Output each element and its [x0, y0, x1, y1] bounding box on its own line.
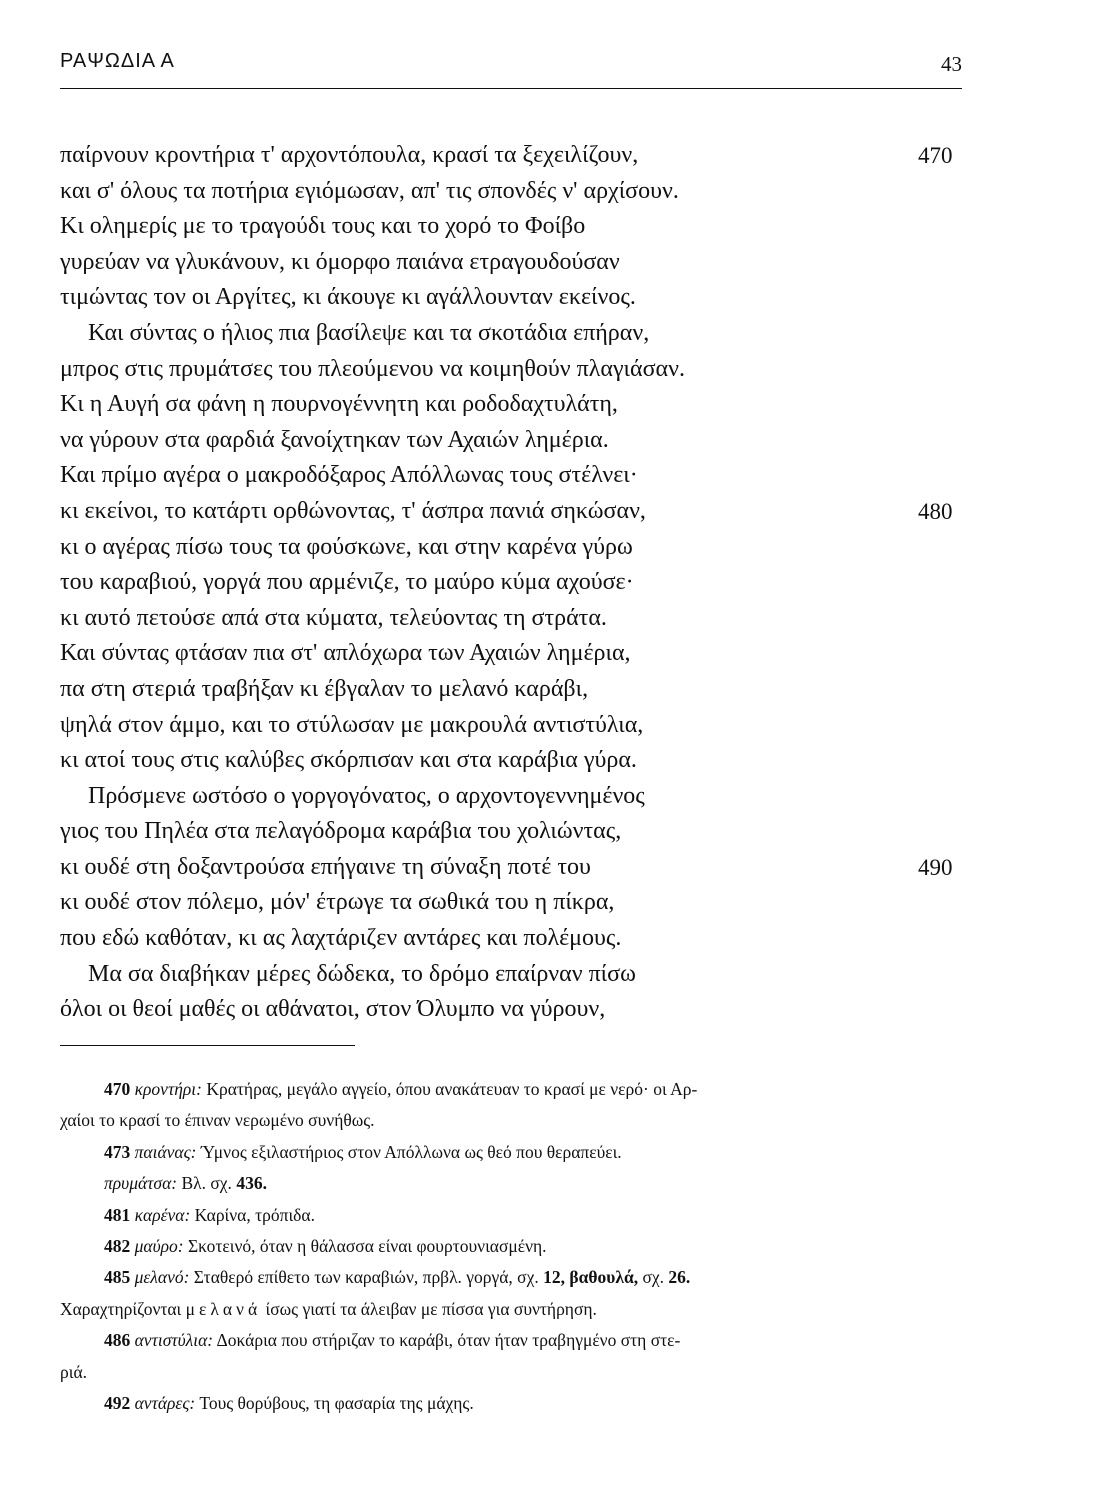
footnote-text: Δοκάρια που στήριζαν το καράβι, όταν ήταν τραβηγμένο στη στε-	[216, 1330, 681, 1351]
verse-line	[60, 850, 965, 886]
running-head: ΡΑΨΩΔΙΑ Α	[60, 50, 175, 72]
verse-line	[60, 174, 965, 210]
verse-line	[60, 138, 965, 174]
footnote-text: Ύμνος εξιλαστήριος στον Απόλλωνα ως θεό που θεραπεύει.	[200, 1141, 622, 1162]
footnote	[60, 1200, 910, 1231]
footnote-lemma: παιάνας:	[134, 1141, 197, 1162]
verse-text: να γύρουν στα φαρδιά ξανοίχτηκαν των Αχαιών λημέρια.	[60, 426, 609, 453]
footnote-reference: 436.	[236, 1173, 267, 1194]
footnote	[60, 1388, 910, 1419]
footnote-lemma: μαύρο:	[134, 1236, 184, 1257]
footnote-text: ίσως γιατί τα άλειβαν με πίσσα για συντήρηση.	[265, 1298, 597, 1319]
verse-line	[60, 957, 965, 993]
verse-text: γυρεύαν να γλυκάνουν, κι όμορφο παιάνα ετραγουδούσαν	[60, 248, 620, 275]
footnote	[60, 1262, 910, 1293]
verse-text: Και σύντας φτάσαν πια στ' απλόχωρα των Αχαιών λημέρια,	[60, 640, 631, 667]
verse-line	[60, 601, 965, 637]
verse-line	[60, 209, 965, 245]
footnote-number: 482	[104, 1236, 131, 1257]
footnote-text: Τους θορύβους, τη φασαρία της μάχης.	[199, 1393, 474, 1414]
footnote-continuation	[60, 1357, 910, 1388]
verse-text: κι αυτό πετούσε απά στα κύματα, τελεύοντας τη στράτα.	[60, 604, 607, 631]
verse-line	[60, 530, 965, 566]
footnote-text: Σταθερό επίθετο των καραβιών, πρβλ. γοργά, σχ.	[193, 1267, 539, 1288]
verse-text: κι ουδέ στον πόλεμο, μόν' έτρωγε τα σωθικά του η πίκρα,	[60, 889, 615, 916]
footnote-spaced-term: μελανά	[185, 1298, 262, 1319]
footnote-text: ριά.	[60, 1361, 87, 1382]
footnote-number: 473	[104, 1141, 131, 1162]
verse-text: Κι ολημερίς με το τραγούδι τους και το χορό το Φοίβο	[60, 213, 586, 240]
footnote	[60, 1325, 910, 1356]
verse-line	[60, 743, 965, 779]
verse-line	[60, 458, 965, 494]
footnote-lemma: μελανό:	[134, 1267, 190, 1288]
verse-line	[60, 245, 965, 281]
footnote-text: χαίοι το κρασί το έπιναν νερωμένο συνήθως.	[60, 1110, 375, 1131]
verse-text: που εδώ καθόταν, κι ας λαχτάριζεν αντάρες και πολέμους.	[60, 925, 622, 952]
verse-line	[60, 921, 965, 957]
verse-block	[60, 138, 965, 1028]
footnote-text: Κρατήρας, μεγάλο αγγείο, όπου ανακάτευαν το κρασί με νερό· οι Αρ-	[206, 1079, 698, 1099]
verse-text: μπρος στις πρυμάτσες του πλεούμενου να κοιμηθούν πλαγιάσαν.	[60, 355, 685, 382]
verse-text: κι εκείνοι, το κατάρτι ορθώνοντας, τ' άσπρα πανιά σηκώσαν,	[60, 497, 646, 524]
verse-text: ψηλά στον άμμο, και το στύλωσαν με μακρουλά αντιστύλια,	[60, 711, 644, 738]
footnote-text: σχ.	[642, 1267, 665, 1288]
verse-line	[60, 814, 965, 850]
verse-text: και σ' όλους τα ποτήρια εγιόμωσαν, απ' τις σπονδές ν' αρχίσουν.	[60, 177, 679, 204]
verse-text: γιος του Πηλέα στα πελαγόδρομα καράβια του χολιώντας,	[60, 818, 622, 845]
line-number: 480	[918, 498, 953, 524]
footnote-number: 486	[104, 1330, 131, 1351]
footnote-lemma: καρένα:	[134, 1204, 191, 1225]
footnote-number: 481	[104, 1204, 131, 1225]
verse-line	[60, 494, 965, 530]
verse-text: κι ουδέ στη δοξαντρούσα επήγαινε τη σύναξη ποτέ του	[60, 853, 591, 880]
footnote-reference: 12,	[543, 1267, 566, 1288]
verse-text: κι ο αγέρας πίσω τους τα φούσκωνε, και στην καρένα γύρω	[60, 533, 633, 560]
footnote-text: Σκοτεινό, όταν η θάλασσα είναι φουρτουνιασμένη.	[187, 1236, 547, 1257]
footnote-reference: 26.	[668, 1267, 691, 1288]
footnote-rule	[60, 1045, 355, 1046]
line-number: 470	[918, 143, 953, 168]
footnote-text: Χαραχτηρίζονται	[60, 1298, 182, 1319]
footnote	[60, 1137, 910, 1168]
footnote	[60, 1074, 910, 1105]
verse-line	[60, 779, 965, 815]
header-rule	[60, 88, 962, 89]
footnote-continuation	[60, 1105, 910, 1136]
footnote-lemma: αντιστύλια:	[134, 1330, 214, 1351]
footnote-continuation	[60, 1294, 910, 1325]
verse-line	[60, 280, 965, 316]
page-number: 43	[941, 52, 962, 76]
footnotes	[60, 1074, 910, 1419]
verse-text: πα στη στεριά τραβήξαν κι έβγαλαν το μελανό καράβι,	[60, 675, 589, 702]
verse-line	[60, 423, 965, 459]
verse-line	[60, 352, 965, 388]
footnote	[60, 1231, 910, 1262]
verse-text: τιμώντας τον οι Αργίτες, κι άκουγε κι αγάλλουνταν εκείνος.	[60, 284, 636, 311]
verse-line	[60, 885, 965, 921]
verse-text: Κι η Αυγή σα φάνη η πουρνογέννητη και ροδοδαχτυλάτη,	[60, 391, 618, 418]
footnote	[60, 1168, 910, 1199]
line-number: 490	[918, 854, 953, 880]
verse-line	[60, 316, 965, 352]
verse-text: κι ατοί τους στις καλύβες σκόρπισαν και στα καράβια γύρα.	[60, 747, 637, 774]
verse-text: παίρνουν κροντήρια τ' αρχοντόπουλα, κρασί τα ξεχειλίζουν,	[60, 142, 639, 168]
footnote-lemma: πρυμάτσα:	[104, 1173, 178, 1194]
verse-text: του καραβιού, γοργά που αρμένιζε, το μαύρο κύμα αχούσε·	[60, 569, 634, 596]
verse-line	[60, 387, 965, 423]
verse-text: όλοι οι θεοί μαθές οι αθάνατοι, στον Όλυμπο να γύρουν,	[60, 996, 606, 1023]
verse-line	[60, 636, 965, 672]
verse-line	[60, 565, 965, 601]
verse-text: Και πρίμο αγέρα ο μακροδόξαρος Απόλλωνας τους στέλνει·	[60, 462, 638, 489]
footnote-term: βαθουλά,	[569, 1267, 639, 1288]
verse-line	[60, 708, 965, 744]
footnote-text: Βλ. σχ.	[181, 1173, 232, 1194]
page-header	[60, 50, 962, 90]
verse-text: Πρόσμενε ωστόσο ο γοργογόνατος, ο αρχοντογεννημένος	[88, 782, 645, 809]
footnote-number: 492	[104, 1393, 131, 1414]
footnote-lemma: κροντήρι:	[134, 1079, 202, 1099]
footnote-text: Καρίνα, τρόπιδα.	[194, 1204, 315, 1225]
footnote-number: 485	[104, 1267, 131, 1288]
verse-text: Μα σα διαβήκαν μέρες δώδεκα, το δρόμο επαίρναν πίσω	[88, 960, 636, 987]
footnote-number: 470	[104, 1079, 131, 1099]
verse-line	[60, 672, 965, 708]
verse-text: Και σύντας ο ήλιος πια βασίλεψε και τα σκοτάδια επήραν,	[88, 319, 650, 346]
verse-line	[60, 992, 965, 1028]
footnote-lemma: αντάρες:	[134, 1393, 196, 1414]
